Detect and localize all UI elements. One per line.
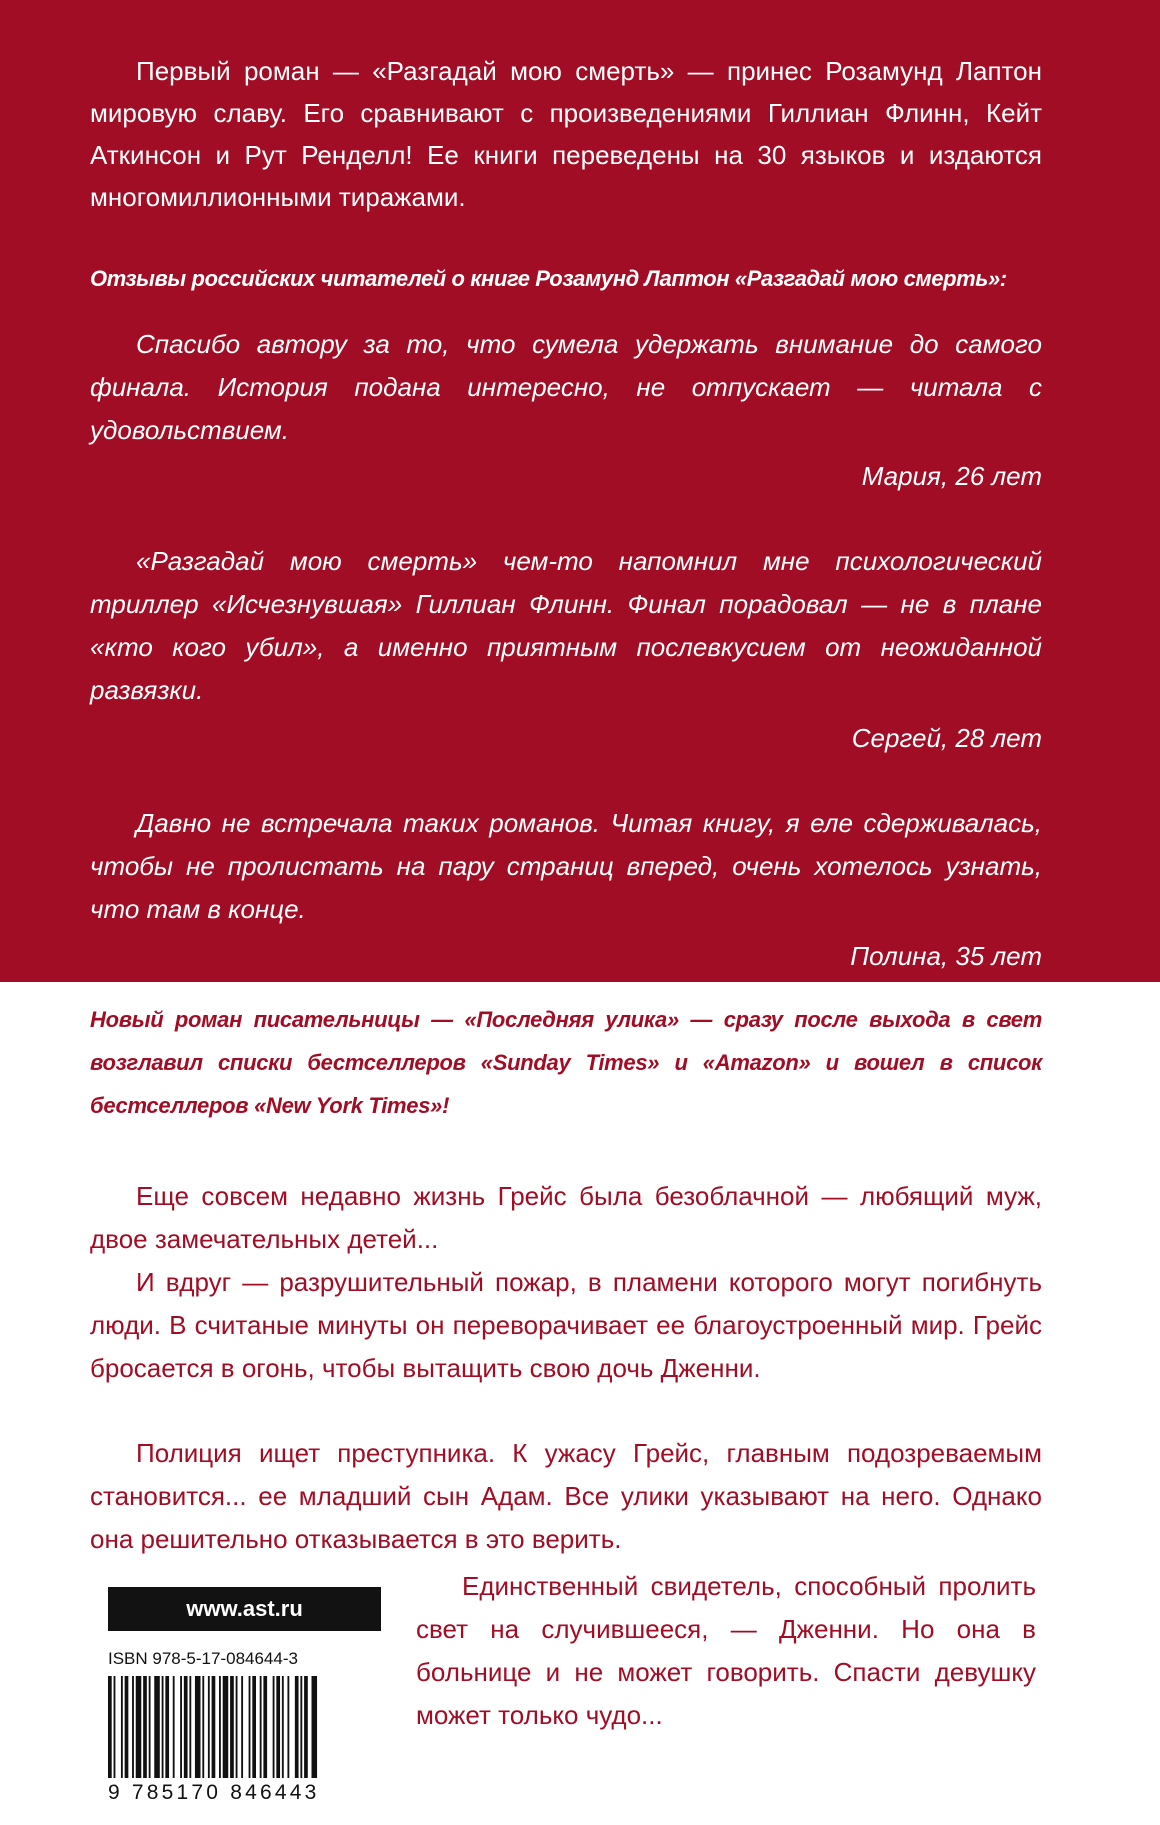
website-link[interactable]: www.ast.ru (108, 1587, 381, 1631)
review-author: Мария, 26 лет (861, 461, 1042, 491)
review-text: Спасибо автору за то, что сумела удержать внимание до самого финала. История подана интересно, не отпускает — читала с удовольствием. (90, 329, 1042, 445)
intro-paragraph: Первый роман — «Разгадай мою смерть» — принес Розамунд Лаптон мировую славу. Его сравнивают с произведениями Гиллиан Флинн, Кейт Аткинсон и Рут Ренделл! Ее книги переведены на 30 языков и издаются многомиллионными тиражами. (90, 56, 1042, 212)
synopsis-paragraph: Еще совсем недавно жизнь Грейс была безоблачной — любящий муж, двое замечательных детей... (90, 1181, 1042, 1254)
isbn-label: ISBN 978-5-17-084644-3 (108, 1649, 298, 1668)
synopsis-paragraph: Полиция ищет преступника. К ужасу Грейс, главным подозреваемым становится... ее младший сын Адам. Все улики указывают на него. Однако она решительно отказывается в это верить. (90, 1438, 1042, 1554)
barcode-number: 9 785170 846443 (108, 1781, 320, 1804)
synopsis-paragraph: Единственный свидетель, способный пролить свет на случившееся, — Дженни. Но она в больнице и не может говорить. Спасти девушку может только чудо... (416, 1571, 1036, 1730)
review-author: Сергей, 28 лет (851, 723, 1042, 753)
reviews-heading: Отзывы российских читателей о книге Розамунд Лаптон «Разгадай мою смерть»: (90, 266, 1007, 291)
bestseller-teaser: Новый роман писательницы — «Последняя улика» — сразу после выхода в свет возглавил списки бестселлеров «Sunday Times» и «Amazon» и вошел в список бестселлеров «New York Times»! (90, 1007, 1042, 1118)
synopsis-paragraph: И вдруг — разрушительный пожар, в пламени которого могут погибнуть люди. В считаные минуты он переворачивает ее благоустроенный мир. Грейс бросается в огонь, чтобы вытащить свою дочь Дженни. (90, 1267, 1042, 1383)
review-text: Давно не встречала таких романов. Читая книгу, я еле сдерживалась, чтобы не пролистать на пару страниц вперед, очень хотелось узнать, что там в конце. (90, 808, 1042, 924)
review-author: Полина, 35 лет (850, 941, 1042, 971)
barcode (108, 1676, 381, 1778)
review-text: «Разгадай мою смерть» чем-то напомнил мне психологический триллер «Исчезнувшая» Гиллиан Флинн. Финал порадовал — не в плане «кто кого убил», а именно приятным послевкусием от неожиданной развязки. (90, 546, 1042, 705)
